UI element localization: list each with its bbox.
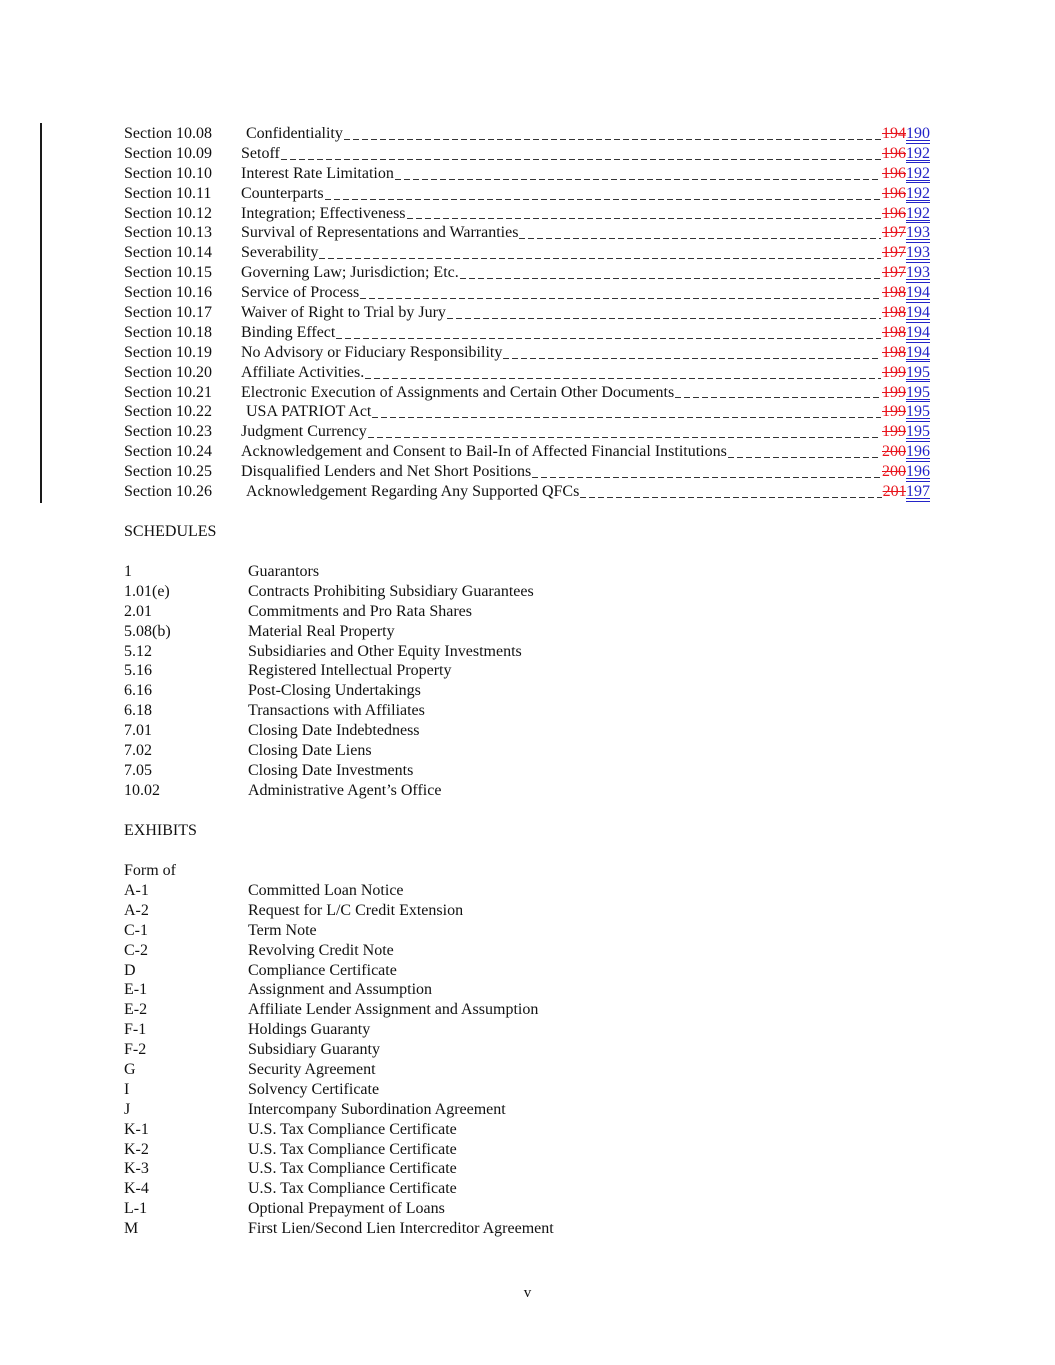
schedule-item (124, 761, 724, 781)
toc-entry[interactable] (124, 243, 930, 263)
exhibit-item-number: A-1 (124, 882, 149, 899)
schedule-item-title: Post-Closing Undertakings (248, 682, 421, 700)
exhibit-item-title: Affiliate Lender Assignment and Assumption (248, 1001, 539, 1019)
exhibit-item-number: E-2 (124, 1001, 148, 1019)
inserted-page-number-link[interactable]: 192 (906, 164, 930, 182)
toc-page-ref[interactable] (882, 283, 930, 303)
schedule-item-title: Material Real Property (248, 622, 395, 640)
toc-dash-leader (344, 126, 881, 140)
schedule-item-number: 5.08(b) (124, 622, 171, 640)
inserted-page-number-link[interactable]: 196 (906, 443, 930, 461)
toc-section-number: Section 10.20 (124, 363, 212, 381)
inserted-page-number-link[interactable]: 196 (906, 463, 930, 481)
toc-section-number: Section 10.21 (124, 383, 212, 401)
toc-dash-leader (580, 484, 881, 498)
toc-section-title[interactable]: Electronic Execution of Assignments and Certain Other Documents (241, 383, 675, 401)
inserted-page-number-link[interactable]: 194 (906, 304, 930, 322)
toc-section-number: Section 10.25 (124, 463, 212, 481)
schedule-item (124, 582, 724, 602)
schedules-heading: SCHEDULES (124, 523, 217, 540)
toc-entry[interactable] (124, 184, 930, 204)
inserted-page-number-link[interactable]: 192 (906, 184, 930, 202)
exhibit-item-number: A-2 (124, 901, 149, 919)
schedule-item-title: Closing Date Liens (248, 742, 372, 760)
toc-entry[interactable] (124, 383, 930, 403)
toc-page-ref[interactable] (882, 343, 930, 363)
schedule-item-number: 6.16 (124, 682, 152, 700)
toc-page-ref[interactable] (882, 124, 930, 144)
toc-page-ref[interactable] (882, 442, 930, 462)
toc-section-number: Section 10.26 (124, 483, 212, 501)
toc-dash-leader (460, 265, 881, 279)
toc-entry[interactable] (124, 164, 930, 184)
exhibit-item-title: Request for L/C Credit Extension (248, 901, 464, 919)
toc-entry[interactable] (124, 442, 930, 462)
inserted-page-number-link[interactable]: 195 (906, 403, 930, 421)
exhibit-item-title: Assignment and Assumption (248, 981, 433, 999)
deleted-page-number: 199 (882, 423, 906, 441)
toc-dash-leader (503, 345, 881, 359)
schedule-item-number: 5.12 (124, 642, 152, 660)
schedules-list (124, 562, 724, 801)
schedule-item (124, 701, 724, 721)
deleted-page-number: 197 (882, 264, 906, 282)
deleted-page-number: 198 (882, 304, 906, 322)
schedule-item-number: 1 (124, 563, 132, 580)
exhibit-item (124, 1080, 724, 1100)
toc-entry[interactable] (124, 204, 930, 224)
toc-section-title[interactable]: Affiliate Activities. (241, 363, 365, 381)
toc-entry[interactable] (124, 402, 930, 422)
toc-section-number: Section 10.13 (124, 224, 212, 242)
schedule-item-title: Closing Date Investments (248, 761, 414, 779)
schedule-item (124, 602, 724, 622)
toc-section-title[interactable]: Survival of Representations and Warranties (241, 224, 519, 242)
exhibit-item-title: Compliance Certificate (248, 961, 397, 979)
inserted-page-number-link[interactable]: 195 (906, 363, 930, 381)
exhibit-item-number: K-1 (124, 1120, 149, 1138)
schedule-item-title: Transactions with Affiliates (248, 702, 425, 720)
toc-section-title[interactable]: Disqualified Lenders and Net Short Positions (241, 463, 532, 481)
toc-section-number: Section 10.16 (124, 284, 212, 302)
exhibit-item (124, 921, 724, 941)
inserted-page-number-link[interactable]: 194 (906, 323, 930, 341)
schedule-item-number: 10.02 (124, 781, 160, 799)
toc-entry[interactable] (124, 263, 930, 283)
exhibit-item (124, 1120, 724, 1140)
toc-page-ref[interactable] (882, 323, 930, 343)
exhibit-item-number: K-2 (124, 1140, 149, 1158)
toc-entry[interactable] (124, 422, 930, 442)
deleted-page-number: 196 (882, 144, 906, 162)
toc-section-number: Section 10.12 (124, 204, 212, 222)
deleted-page-number: 200 (882, 463, 906, 481)
exhibit-item-number: F-1 (124, 1021, 147, 1039)
schedule-item-title: Guarantors (248, 563, 320, 580)
exhibit-item-number: M (124, 1220, 139, 1238)
toc-dash-leader (372, 404, 881, 418)
inserted-page-number-link[interactable]: 195 (906, 383, 930, 401)
toc-section-number: Section 10.15 (124, 264, 212, 282)
schedule-item-number: 7.01 (124, 722, 152, 740)
inserted-page-number-link[interactable]: 194 (906, 343, 930, 361)
schedule-item-number: 7.02 (124, 742, 152, 760)
deleted-page-number: 198 (882, 323, 906, 341)
deleted-page-number: 197 (882, 244, 906, 262)
toc-section-title[interactable]: Confidentiality (246, 125, 343, 142)
schedule-item-number: 2.01 (124, 602, 152, 620)
toc-dash-leader (675, 384, 881, 398)
exhibit-item-title: U.S. Tax Compliance Certificate (248, 1120, 457, 1138)
toc-section-number: Section 10.24 (124, 443, 212, 461)
exhibit-item (124, 1000, 724, 1020)
exhibit-item (124, 1159, 724, 1179)
revision-change-bar (40, 123, 42, 503)
deleted-page-number: 199 (882, 383, 906, 401)
exhibit-item-title: U.S. Tax Compliance Certificate (248, 1160, 457, 1178)
inserted-page-number-link[interactable]: 193 (906, 264, 930, 282)
exhibit-item-title: Term Note (248, 921, 317, 939)
toc-section-title[interactable]: Setoff (241, 144, 280, 162)
exhibit-item-title: Optional Prepayment of Loans (248, 1200, 445, 1218)
exhibit-item (124, 881, 724, 901)
exhibit-item-title: First Lien/Second Lien Intercreditor Agreement (248, 1220, 554, 1238)
exhibit-item-number: J (124, 1100, 131, 1118)
toc-dash-leader (360, 285, 881, 299)
inserted-page-number-link[interactable]: 193 (906, 244, 930, 262)
toc-dash-leader (336, 325, 881, 339)
inserted-page-number-link[interactable]: 197 (906, 483, 930, 501)
exhibit-item-number: D (124, 961, 136, 979)
schedule-item (124, 741, 724, 761)
exhibit-item-title: Subsidiary Guaranty (248, 1041, 380, 1059)
toc-dash-leader (519, 225, 881, 239)
toc-entry[interactable] (124, 303, 930, 323)
toc-dash-leader (281, 146, 881, 160)
toc-dash-leader (395, 166, 881, 180)
exhibit-item (124, 1060, 724, 1080)
toc-page-ref[interactable] (882, 363, 930, 383)
toc-page-ref[interactable] (882, 223, 930, 243)
deleted-page-number: 194 (882, 125, 906, 142)
toc-section-title[interactable]: No Advisory or Fiduciary Responsibility (241, 343, 503, 361)
exhibit-item-number: L-1 (124, 1200, 148, 1218)
toc-dash-leader (532, 464, 881, 478)
exhibit-item-number: C-2 (124, 941, 148, 959)
toc-section-number: Section 10.18 (124, 323, 212, 341)
toc-section-title[interactable]: Governing Law; Jurisdiction; Etc. (241, 264, 459, 282)
toc-page-ref[interactable] (882, 263, 930, 283)
toc-dash-leader (368, 424, 881, 438)
schedule-item (124, 622, 724, 642)
exhibit-item-title: Holdings Guaranty (248, 1021, 371, 1039)
toc-dash-leader (319, 245, 881, 259)
deleted-page-number: 199 (882, 363, 906, 381)
toc-page-ref[interactable] (882, 144, 930, 164)
schedule-item (124, 681, 724, 701)
toc-entry[interactable] (124, 343, 930, 363)
toc-dash-leader (365, 365, 881, 379)
toc-page-ref[interactable] (882, 383, 930, 403)
deleted-page-number: 199 (882, 403, 906, 421)
toc-section-number: Section 10.14 (124, 244, 212, 262)
toc-page-ref[interactable] (882, 184, 930, 204)
toc-page-ref[interactable] (882, 243, 930, 263)
schedule-item-number: 1.01(e) (124, 582, 170, 600)
exhibit-item (124, 1020, 724, 1040)
toc-section-number: Section 10.11 (124, 184, 212, 202)
deleted-page-number: 198 (882, 284, 906, 302)
deleted-page-number: 198 (882, 343, 906, 361)
exhibit-item (124, 941, 724, 961)
deleted-page-number: 196 (882, 184, 906, 202)
toc-section-number: Section 10.08 (124, 125, 212, 142)
toc-entry[interactable] (124, 124, 930, 144)
toc-section-number: Section 10.09 (124, 144, 212, 162)
exhibit-item (124, 901, 724, 921)
toc-section-title[interactable]: Waiver of Right to Trial by Jury (241, 304, 446, 322)
page-number: v (523, 1285, 532, 1301)
table-of-contents (124, 124, 930, 502)
exhibit-item (124, 1140, 724, 1160)
exhibit-item (124, 1199, 724, 1219)
toc-entry[interactable] (124, 323, 930, 343)
toc-entry[interactable] (124, 363, 930, 383)
inserted-page-number-link[interactable]: 193 (906, 224, 930, 242)
inserted-page-number-link[interactable]: 195 (906, 423, 930, 441)
deleted-page-number: 197 (882, 224, 906, 242)
exhibit-item-title: Intercompany Subordination Agreement (248, 1100, 506, 1118)
toc-section-title[interactable]: Interest Rate Limitation (241, 164, 394, 182)
toc-entry[interactable] (124, 223, 930, 243)
exhibit-item (124, 1040, 724, 1060)
exhibits-heading: EXHIBITS (124, 822, 197, 839)
exhibit-item-title: Committed Loan Notice (248, 882, 404, 899)
toc-section-number: Section 10.23 (124, 423, 212, 441)
schedule-item (124, 562, 724, 582)
schedule-item (124, 661, 724, 681)
toc-entry[interactable] (124, 144, 930, 164)
toc-section-title[interactable]: Acknowledgement and Consent to Bail-In of Affected Financial Institutions (241, 443, 727, 461)
schedule-item-title: Administrative Agent’s Office (248, 781, 442, 799)
toc-page-ref[interactable] (882, 402, 930, 422)
deleted-page-number: 200 (882, 443, 906, 461)
toc-dash-leader (447, 305, 881, 319)
toc-dash-leader (728, 444, 881, 458)
toc-section-title[interactable]: Acknowledgement Regarding Any Supported QFCs (246, 483, 580, 501)
schedule-item-title: Commitments and Pro Rata Shares (248, 602, 472, 620)
exhibit-item (124, 961, 724, 981)
toc-section-number: Section 10.17 (124, 304, 212, 322)
schedule-item-number: 7.05 (124, 761, 152, 779)
schedule-item-title: Registered Intellectual Property (248, 662, 452, 680)
toc-section-title[interactable]: USA PATRIOT Act (246, 403, 372, 421)
exhibits-list (124, 881, 724, 1239)
toc-page-ref[interactable] (882, 303, 930, 323)
toc-page-ref[interactable] (882, 462, 930, 482)
deleted-page-number: 196 (882, 164, 906, 182)
deleted-page-number: 201 (882, 483, 906, 501)
toc-section-number: Section 10.22 (124, 403, 212, 421)
toc-section-title[interactable]: Binding Effect (241, 323, 336, 341)
toc-section-title[interactable]: Counterparts (241, 184, 324, 202)
exhibit-item-number: E-1 (124, 981, 148, 999)
exhibit-item-number: G (124, 1061, 136, 1079)
toc-section-title[interactable]: Service of Process (241, 284, 360, 302)
exhibit-item (124, 980, 724, 1000)
toc-page-ref[interactable] (882, 164, 930, 184)
toc-page-ref[interactable] (882, 422, 930, 442)
inserted-page-number-link[interactable]: 194 (906, 284, 930, 302)
toc-section-title[interactable]: Judgment Currency (241, 423, 367, 441)
exhibit-item-number: K-4 (124, 1180, 149, 1198)
exhibit-item (124, 1219, 724, 1239)
exhibit-item-title: Solvency Certificate (248, 1080, 380, 1098)
schedule-item-number: 5.16 (124, 662, 152, 680)
toc-section-number: Section 10.19 (124, 343, 212, 361)
exhibit-item-number: F-2 (124, 1041, 147, 1059)
schedule-item-title: Closing Date Indebtedness (248, 722, 420, 740)
toc-entry[interactable] (124, 482, 930, 502)
schedule-item (124, 642, 724, 662)
exhibit-item-title: U.S. Tax Compliance Certificate (248, 1140, 457, 1158)
schedule-item-title: Contracts Prohibiting Subsidiary Guarantees (248, 582, 534, 600)
inserted-page-number-link[interactable]: 192 (906, 204, 930, 222)
schedule-item-title: Subsidiaries and Other Equity Investments (248, 642, 522, 660)
exhibit-item-number: K-3 (124, 1160, 149, 1178)
toc-page-ref[interactable] (883, 482, 930, 502)
toc-section-title[interactable]: Integration; Effectiveness (241, 204, 406, 222)
toc-section-number: Section 10.10 (124, 164, 212, 182)
exhibit-item-title: U.S. Tax Compliance Certificate (248, 1180, 457, 1198)
schedule-item (124, 781, 724, 801)
exhibit-item-number: C-1 (124, 921, 148, 939)
exhibit-item-title: Revolving Credit Note (248, 941, 394, 959)
toc-entry[interactable] (124, 462, 930, 482)
exhibits-subheading: Form of (124, 862, 176, 879)
toc-dash-leader (407, 205, 881, 219)
schedule-item-number: 6.18 (124, 702, 152, 720)
schedule-item (124, 721, 724, 741)
exhibit-item (124, 1179, 724, 1199)
toc-entry[interactable] (124, 283, 930, 303)
toc-section-title[interactable]: Severability (241, 244, 319, 262)
exhibit-item-number: I (124, 1080, 130, 1098)
inserted-page-number-link[interactable]: 192 (906, 144, 930, 162)
deleted-page-number: 196 (882, 204, 906, 222)
toc-page-ref[interactable] (882, 204, 930, 224)
inserted-page-number-link[interactable]: 190 (906, 125, 930, 142)
exhibit-item (124, 1100, 724, 1120)
exhibit-item-title: Security Agreement (248, 1061, 376, 1079)
toc-dash-leader (325, 186, 881, 200)
